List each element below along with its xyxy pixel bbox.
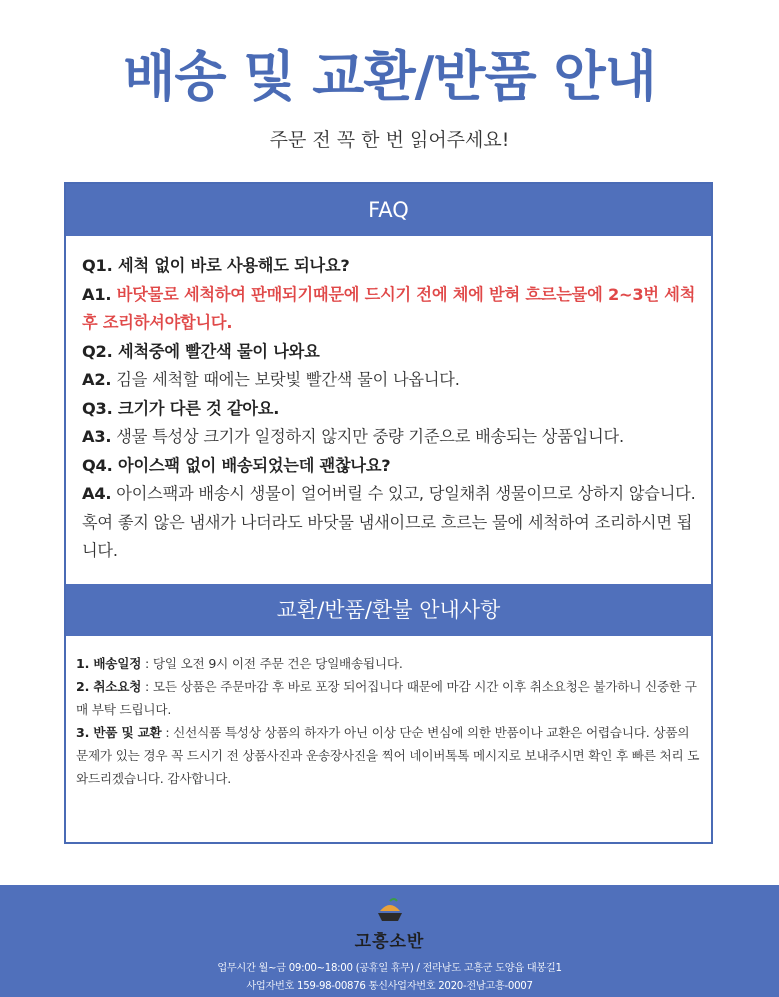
exchange-item-3 xyxy=(76,721,701,790)
exchange-heading: 교환/반품/환불 안내사항 xyxy=(66,584,711,636)
exchange-item-text: : 신선식품 특성상 상품의 하자가 아닌 이상 단순 변심에 의한 반품이나 교환은 어렵습니다. 상품의 문제가 있는 경우 꼭 드시기 전 상품사진과 운송장사진을 찍어 네이버톡톡 메시지로 보내주시면 확인 후 빠른 처리 도와드리겠습니다. 감사합니다. xyxy=(76,725,700,786)
faq-answer-lead: A4. xyxy=(82,484,112,503)
faq-answer-text: 생물 특성상 크기가 일정하지 않지만 중량 기준으로 배송되는 상품입니다. xyxy=(111,427,624,446)
footer xyxy=(0,885,779,997)
page-subtitle: 주문 전 꼭 한 번 읽어주세요! xyxy=(269,129,510,151)
exchange-item-1 xyxy=(76,652,701,675)
exchange-item-text: : 당일 오전 9시 이전 주문 건은 당일배송됩니다. xyxy=(141,656,403,671)
faq-answer-lead: A2. xyxy=(82,370,112,389)
faq-answer-3 xyxy=(82,423,697,452)
brand-logo-text: 고흥소반 xyxy=(354,932,425,952)
faq-answer-text: 바닷물로 세척하여 판매되기때문에 드시기 전에 체에 받혀 흐르는물에 2~3번 세척 후 조리하셔야합니다. xyxy=(82,284,696,332)
exchange-list xyxy=(76,652,701,790)
faq-answer-text: 아이스팩과 배송시 생물이 얼어버릴 수 있고, 당일채취 생물이므로 상하지 않습니다. 혹여 좋지 않은 냄새가 나더라도 바닷물 냄새이므로 흐르는 물에 세척하여 조리하시면 됩니다. xyxy=(82,484,696,560)
exchange-item-lead: 2. 취소요청 xyxy=(76,679,142,694)
faq-answer-1 xyxy=(82,281,697,338)
business-hours-address: 업무시간 월~금 09:00~18:00 (공휴일 휴무) / 전라남도 고흥군 도양읍 대봉길1 xyxy=(217,963,562,974)
faq-question-2: Q2. 세척중에 빨간색 물이 나와요 xyxy=(82,341,320,361)
exchange-item-lead: 1. 배송일정 xyxy=(76,656,142,671)
faq-list xyxy=(82,252,697,566)
exchange-item-text: : 모든 상품은 주문마감 후 바로 포장 되어집니다 때문에 마감 시간 이후 취소요청은 불가하니 신중한 구매 부탁 드립니다. xyxy=(76,679,697,717)
faq-heading: FAQ xyxy=(66,184,711,236)
faq-question-4: Q4. 아이스팩 없이 배송되었는데 괜찮나요? xyxy=(82,455,391,475)
faq-question-1: Q1. 세척 없이 바로 사용해도 되나요? xyxy=(82,256,350,275)
business-registration: 사업자번호 159-98-00876 통신사업자번호 2020-전남고흥-0007 xyxy=(246,981,533,992)
faq-answer-4 xyxy=(82,480,697,566)
page-title: 배송 및 교환/반품 안내 xyxy=(123,45,656,108)
faq-question-3: Q3. 크기가 다른 것 같아요. xyxy=(82,398,280,418)
faq-answer-lead: A1. xyxy=(82,284,112,304)
faq-answer-2 xyxy=(82,366,697,395)
exchange-item-2 xyxy=(76,675,701,721)
faq-answer-text: 김을 세척할 때에는 보랏빛 빨간색 물이 나옵니다. xyxy=(111,370,460,389)
exchange-item-lead: 3. 반품 및 교환 xyxy=(76,725,162,740)
faq-answer-lead: A3. xyxy=(82,427,112,446)
